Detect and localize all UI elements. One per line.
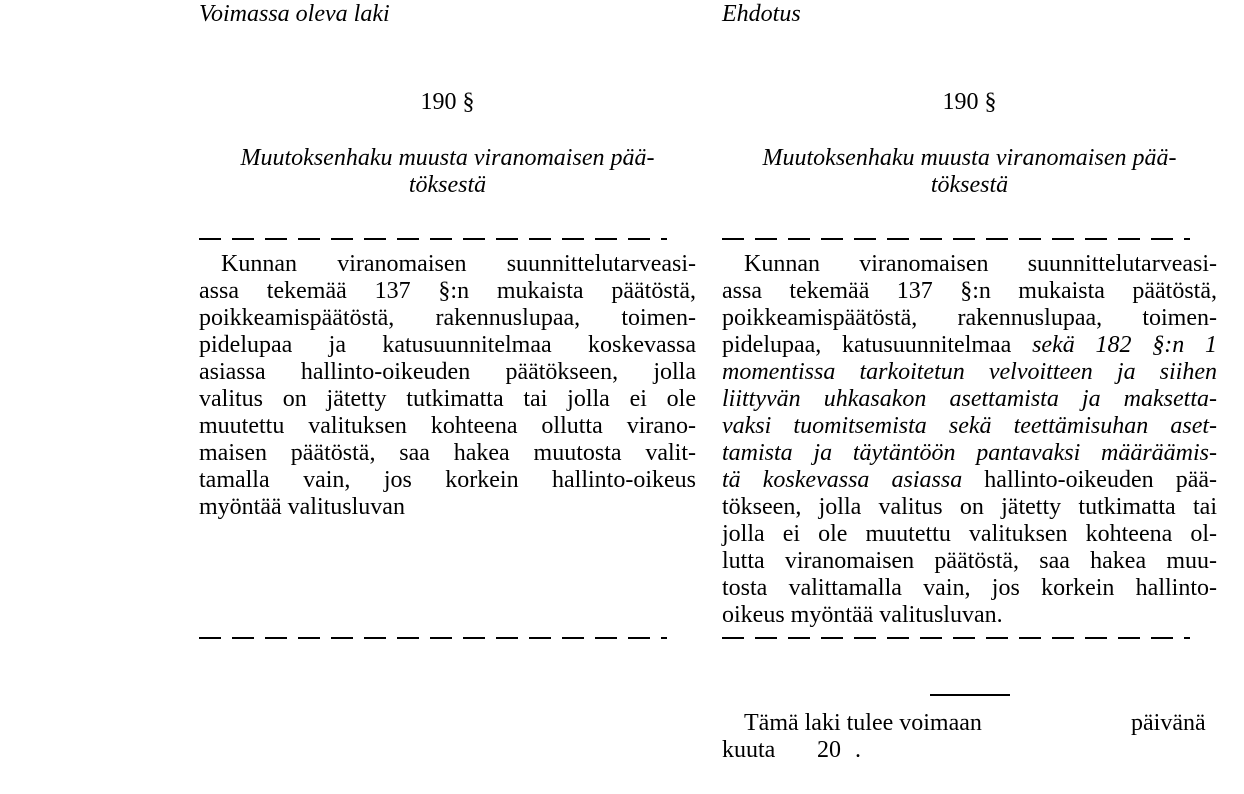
right-body-amendment-line: liittyvän uhkasakon asettamista ja maksetta- xyxy=(722,386,1217,412)
left-body-line: asiassa hallinto-oikeuden päätökseen, jolla xyxy=(199,359,696,385)
right-body-line: tosta valittamalla vain, jos korkein hallinto- xyxy=(722,575,1217,601)
right-body-amendment-line: momentissa tarkoitetun velvoitteen ja siihen xyxy=(722,359,1217,385)
entry-into-force-period: . xyxy=(855,737,861,763)
right-body-line: oikeus myöntää valitusluvan. xyxy=(722,602,1003,628)
left-body-line: poikkeamispäätöstä, rakennuslupaa, toimen- xyxy=(199,305,696,331)
left-section-number: 190 § xyxy=(420,89,475,115)
right-body-line: Kunnan viranomaisen suunnittelutarveasi- xyxy=(744,251,1217,277)
right-column-heading: Ehdotus xyxy=(722,1,801,27)
left-body-line: muutettu valituksen kohteena ollutta virano- xyxy=(199,413,696,439)
right-body-line: tökseen, jolla valitus on jätetty tutkimatta tai xyxy=(722,494,1217,520)
right-body-line xyxy=(722,332,1217,359)
right-body-line xyxy=(722,467,1217,494)
left-section-title-line-1: Muutoksenhaku muusta viranomaisen pää- xyxy=(240,145,655,171)
right-body-amendment-line: tamista ja täytäntöön pantavaksi määräämis- xyxy=(722,440,1217,466)
right-body-amendment-text: tä koskevassa asiassa xyxy=(722,467,963,493)
left-body-line: valitus on jätetty tutkimatta tai jolla ei ole xyxy=(199,386,696,412)
right-body-line: lutta viranomaisen päätöstä, saa hakea muu- xyxy=(722,548,1217,574)
right-body-line: poikkeamispäätöstä, rakennuslupaa, toimen- xyxy=(722,305,1217,331)
left-body-line: Kunnan viranomaisen suunnittelutarveasi- xyxy=(221,251,696,277)
left-body-line: maisen päätöstä, saa hakea muutosta valit- xyxy=(199,440,696,466)
entry-into-force-text: Tämä laki tulee voimaan xyxy=(744,710,982,736)
right-body-line: assa tekemää 137 §:n mukaista päätöstä, xyxy=(722,278,1217,304)
left-body-line: pidelupaa ja katusuunnitelmaa koskevassa xyxy=(199,332,696,358)
right-omission-dashes-bottom xyxy=(722,637,1190,639)
entry-into-force-month-word: kuuta xyxy=(722,737,776,763)
right-body-text: pidelupaa, katusuunnitelmaa xyxy=(722,332,1033,358)
right-section-number: 190 § xyxy=(942,89,997,115)
left-omission-dashes-bottom xyxy=(199,637,667,639)
right-body-line: jolla ei ole muutettu valituksen kohteena ol- xyxy=(722,521,1217,547)
left-body-line: tamalla vain, jos korkein hallinto-oikeus xyxy=(199,467,696,493)
left-section-title-line-2: töksestä xyxy=(408,172,487,198)
entry-into-force-day-word: päivänä xyxy=(1131,710,1206,736)
right-omission-dashes-top xyxy=(722,238,1190,240)
right-section-title-line-1: Muutoksenhaku muusta viranomaisen pää- xyxy=(762,145,1177,171)
right-body-amendment-text: sekä 182 §:n 1 xyxy=(1032,332,1217,358)
left-body-line: assa tekemää 137 §:n mukaista päätöstä, xyxy=(199,278,696,304)
entry-into-force-year-prefix: 20 xyxy=(817,737,841,763)
entry-into-force-separator xyxy=(930,694,1010,696)
left-column-heading: Voimassa oleva laki xyxy=(199,1,390,27)
left-omission-dashes-top xyxy=(199,238,667,240)
right-body-text: hallinto-oikeuden pää- xyxy=(962,467,1217,493)
right-section-title-line-2: töksestä xyxy=(930,172,1009,198)
left-body-line: myöntää valitusluvan xyxy=(199,494,405,520)
right-body-amendment-line: vaksi tuomitsemista sekä teettämisuhan aset- xyxy=(722,413,1217,439)
